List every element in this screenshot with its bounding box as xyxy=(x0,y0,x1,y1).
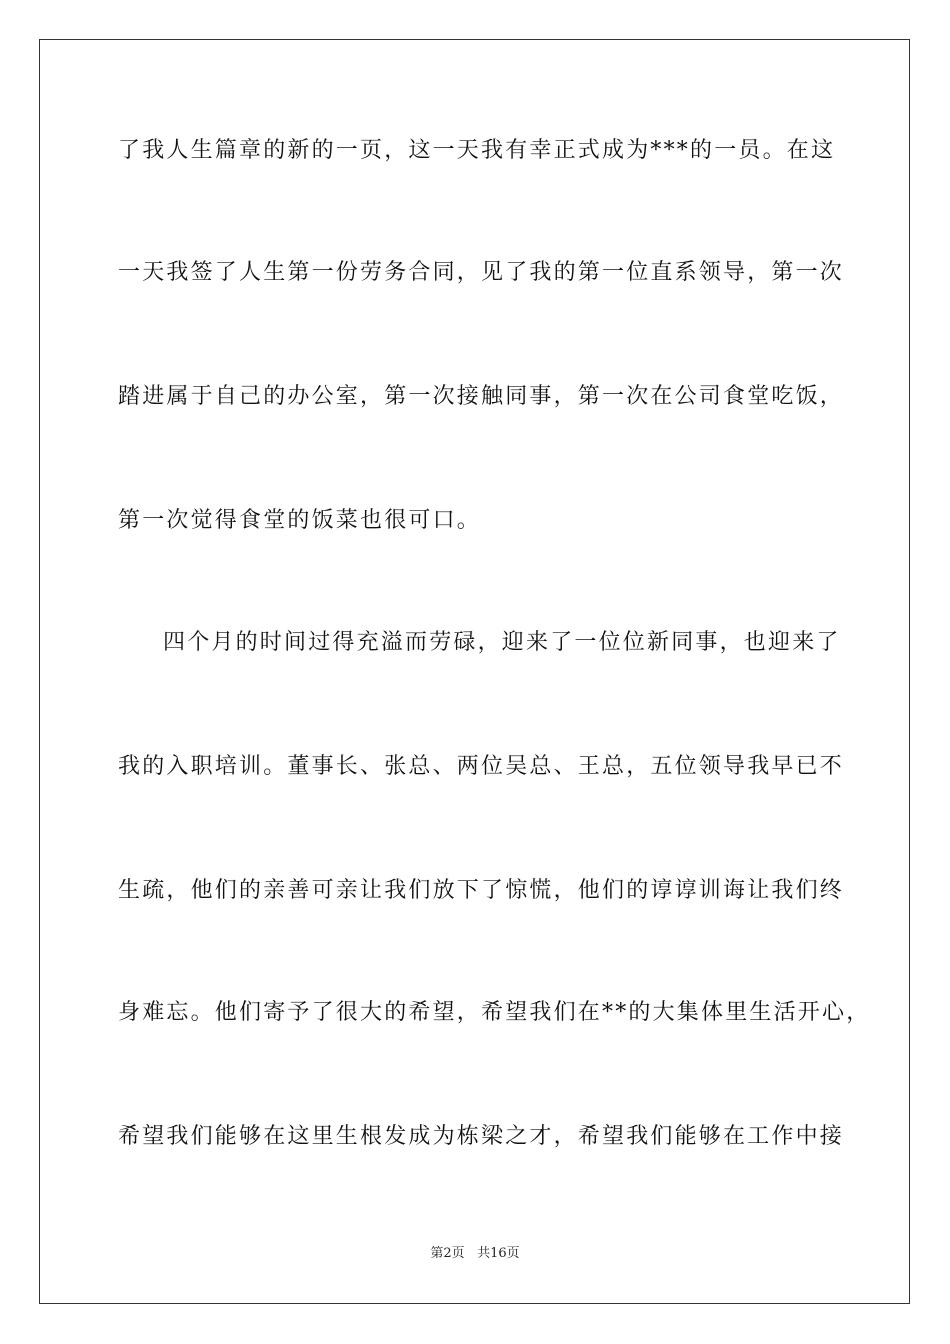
body-text-line: 了我人生篇章的新的一页，这一天我有幸正式成为***的一员。在这 xyxy=(118,138,836,163)
body-text-line: 踏进属于自己的办公室，第一次接触同事，第一次在公司食堂吃饭， xyxy=(118,384,845,409)
page-footer xyxy=(0,1246,950,1262)
body-text-line: 希望我们能够在这里生根发成为栋梁之才，希望我们能够在工作中接 xyxy=(118,1124,845,1149)
body-text-line: 生疏，他们的亲善可亲让我们放下了惊慌，他们的谆谆训诲让我们终 xyxy=(118,878,845,903)
page-number: 第2页 xyxy=(430,1246,465,1261)
body-text-line: 一天我签了人生第一份劳务合同，见了我的第一位直系领导，第一次 xyxy=(118,260,845,285)
footer-spacer xyxy=(465,1246,477,1261)
total-pages: 共16页 xyxy=(477,1246,520,1261)
paragraph-start-line: 四个月的时间过得充溢而劳碌，迎来了一位位新同事，也迎来了 xyxy=(163,630,841,655)
body-text-line: 我的入职培训。董事长、张总、两位吴总、王总，五位领导我早已不 xyxy=(118,754,845,779)
body-text-line: 身难忘。他们寄予了很大的希望，希望我们在**的大集体里生活开心， xyxy=(118,1000,871,1025)
body-text-line: 第一次觉得食堂的饭菜也很可口。 xyxy=(118,508,482,533)
page-border xyxy=(39,39,910,1304)
